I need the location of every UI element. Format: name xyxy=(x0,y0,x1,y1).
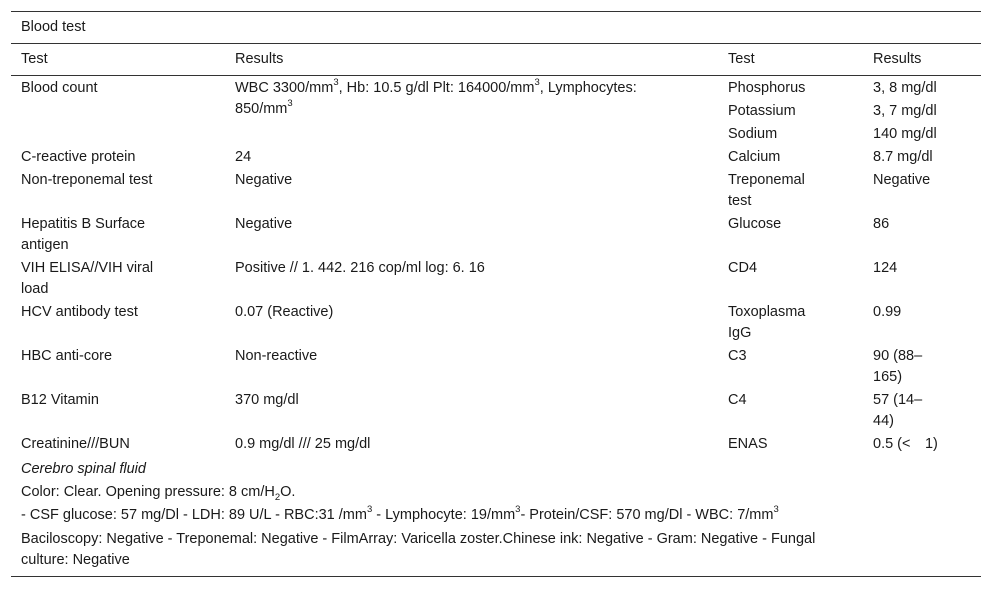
test-result: Negative xyxy=(235,172,293,188)
test-result-2: 8.7 mg/dl xyxy=(873,149,933,165)
csf-line-1: Color: Clear. Opening pressure: 8 $cm/H_2O$. xyxy=(21,484,296,503)
test-result-2-cont: 44) xyxy=(873,413,894,429)
header-test: Test xyxy=(21,51,48,67)
test-result-cont: $850/mm^3$ xyxy=(235,98,293,117)
test-name: C-reactive protein xyxy=(21,149,136,165)
test-name-2: C4 xyxy=(728,392,747,408)
test-name: Creatinine///BUN xyxy=(21,436,130,452)
test-name-2: Sodium xyxy=(728,126,778,142)
test-name-2: Toxoplasma xyxy=(728,304,806,320)
header-rule xyxy=(11,75,981,76)
csf-title: Cerebro spinal fluid xyxy=(21,461,146,477)
test-result-2: 90 (88– xyxy=(873,348,923,364)
test-name: Blood count xyxy=(21,80,98,96)
table-bottom-rule xyxy=(11,576,981,577)
test-name: VIH ELISA//VIH viral xyxy=(21,260,154,276)
header-results: Results xyxy=(235,51,284,67)
test-name: HBC anti-core xyxy=(21,348,113,364)
test-name-2: Calcium xyxy=(728,149,781,165)
test-result-2: 0.99 xyxy=(873,304,902,320)
test-result-2: Negative xyxy=(873,172,931,188)
test-name: HCV antibody test xyxy=(21,304,138,320)
csf-line-2: - CSF glucose: 57 mg/Dl - LDH: 89 U/L - RBC:31 $/mm^3$ - Lymphocyte: $19/mm^3-$ Protein/CSF: 570 mg/Dl - WBC: $7/mm^3$ xyxy=(21,504,779,523)
test-name-2: Phosphorus xyxy=(728,80,806,96)
test-name-2-cont: test xyxy=(728,193,752,209)
test-result-2-cont: 165) xyxy=(873,369,903,385)
test-name: Hepatitis B Surface xyxy=(21,216,146,232)
test-name-2: Potassium xyxy=(728,103,796,119)
test-result-2: 57 (14– xyxy=(873,392,923,408)
test-result: 0.07 (Reactive) xyxy=(235,304,334,320)
test-result-2: 3, 7 mg/dl xyxy=(873,103,937,119)
header-test-2: Test xyxy=(728,51,755,67)
csf-line-3: Baciloscopy: Negative - Treponemal: Negative - FilmArray: Varicella zoster.Chinese ink: Negative - Gram: Negative - Fungal xyxy=(21,531,816,547)
test-result: 24 xyxy=(235,149,252,165)
test-name-cont: antigen xyxy=(21,237,69,253)
test-name-cont: load xyxy=(21,281,49,297)
test-result: Negative xyxy=(235,216,293,232)
test-result: WBC $3300/mm^3$, Hb: 10.5 g/dl Plt: $164000/mm^3$, Lymphocytes: xyxy=(235,77,637,96)
csf-line-4: culture: Negative xyxy=(21,552,130,568)
test-result: Non-reactive xyxy=(235,348,318,364)
test-name-2: C3 xyxy=(728,348,747,364)
table-top-rule xyxy=(11,11,981,12)
header-results-2: Results xyxy=(873,51,922,67)
test-result-2: 0.5 (< 1) xyxy=(873,436,938,452)
test-result-2: 140 mg/dl xyxy=(873,126,937,142)
table-caption: Blood test xyxy=(21,19,86,35)
test-name-2: CD4 xyxy=(728,260,758,276)
test-result-2: 3, 8 mg/dl xyxy=(873,80,937,96)
test-result: 370 mg/dl xyxy=(235,392,299,408)
test-name: B12 Vitamin xyxy=(21,392,99,408)
test-name: Non-treponemal test xyxy=(21,172,153,188)
test-result-2: 124 xyxy=(873,260,898,276)
test-result-2: 86 xyxy=(873,216,890,232)
test-result: 0.9 mg/dl /// 25 mg/dl xyxy=(235,436,371,452)
test-name-2: Glucose xyxy=(728,216,782,232)
test-name-2: Treponemal xyxy=(728,172,805,188)
test-name-2: ENAS xyxy=(728,436,768,452)
caption-rule xyxy=(11,43,981,44)
test-name-2-cont: IgG xyxy=(728,325,752,341)
test-result: Positive // 1. 442. 216 cop/ml log: 6. 16 xyxy=(235,260,485,276)
